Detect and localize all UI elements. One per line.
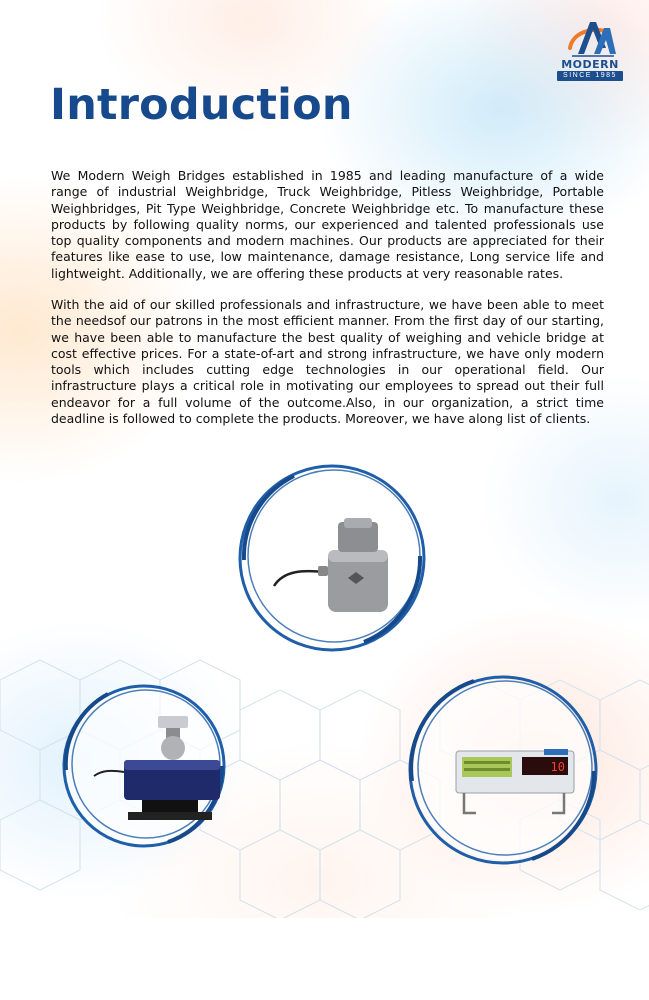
weighing-indicator-icon	[404, 671, 602, 869]
compression-load-cell-icon	[234, 460, 430, 656]
intro-paragraph-1: We Modern Weigh Bridges established in 1985 and leading manufacture of a wide range of industrial Weighbridge, Truck Weighbridge, Pitless Weighbridge, Portable Weighbridges, Pit Type Weighbridge, Concrete Weighbridge etc. To manufacture these products by following quality norms, our experienced and talented professionals use top quality components and modern machines. Our products are appreciated for their features like ease to use, low maintenance, damage resistance, Long service life and lightweight. Additionally, we are offering these products at very reasonable rates.	[51, 168, 604, 281]
page-title: Introduction	[50, 80, 353, 130]
product-compression-load-cell	[234, 460, 430, 656]
logo-wordmark: MODERN	[561, 58, 619, 71]
logo-since-badge: SINCE 1985	[557, 71, 623, 81]
product-shear-beam-load-cell	[58, 680, 230, 852]
indicator-display-readout: 10	[550, 760, 565, 774]
intro-paragraph-2: With the aid of our skilled professionals and infrastructure, we have been able to meet the needsof our patrons in the most efficient manner. From the first day of our starting, we have been able to manufacture the best quality of weighing and vehicle bridge at cost effective prices. For a state-of-art and strong infrastructure, we have only modern tools which includes cutting edge technologies in our operational field. Our infrastructure plays a critical role in motivating our employees to spread out their full endeavor for a full volume of the outcome.Also, in our organization, a strict time deadline is followed to complete the products. Moreover, we have along list of clients.	[51, 297, 604, 427]
product-weighing-indicator	[404, 671, 602, 869]
shear-beam-load-cell-icon	[58, 680, 230, 852]
